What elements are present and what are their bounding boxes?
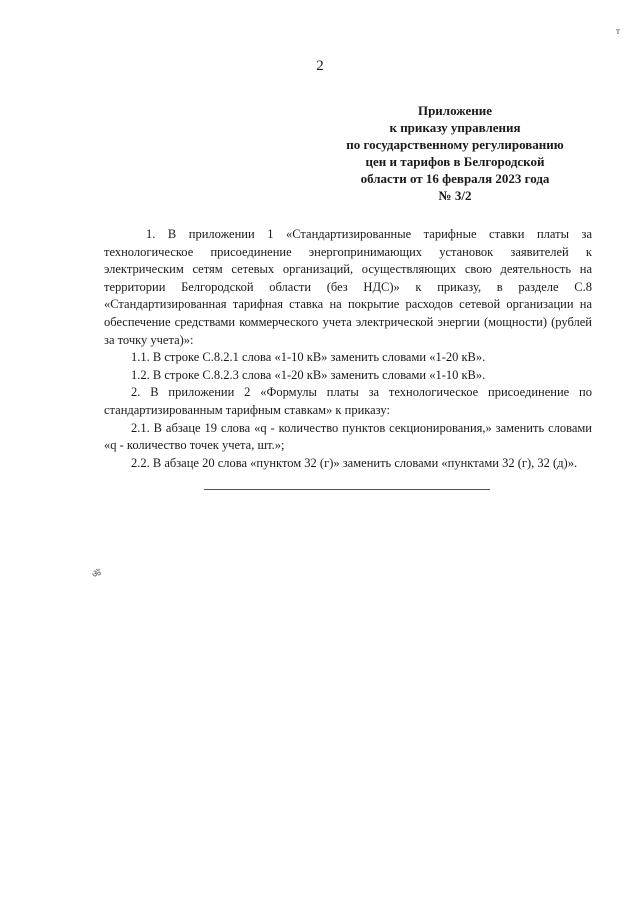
document-body — [104, 226, 592, 472]
appendix-line: к приказу управления — [389, 120, 521, 135]
paragraph-1-2: 1.2. В строке С.8.2.3 слова «1-20 кВ» заменить словами «1-10 кВ». — [131, 367, 486, 382]
appendix-number: № 3/2 — [438, 188, 472, 203]
appendix-line: по государственному регулированию — [346, 137, 564, 152]
appendix-line: цен и тарифов в Белгородской — [365, 154, 545, 169]
paragraph-1: 1. В приложении 1 «Стандартизированные тарифные ставки платы за технологическое присоединение энергопринимающих установок заявителей к электрическим сетям сетевых организаций, осуществляющих свою деятельность на территории Белгородской области (без НДС)» к приказу, в разделе С.8 «Стандартизированная тарифная ставка на покрытие расходов сетевой организации на обеспечение средствами коммерческого учета электрической энергии (мощности) (рублей за точку учета)»: — [104, 227, 592, 347]
paragraph-2-1: 2.1. В абзаце 19 слова «q - количество пунктов секционирования,» заменить словами «q - количество точек учета, шт.»; — [104, 420, 592, 453]
appendix-title: Приложение — [417, 103, 493, 118]
appendix-header — [330, 102, 580, 204]
corner-mark: т — [616, 26, 620, 36]
separator-line — [204, 489, 490, 490]
paragraph-1-1: 1.1. В строке С.8.2.1 слова «1-10 кВ» заменить словами «1-20 кВ». — [131, 350, 486, 365]
page-number: 2 — [316, 58, 324, 74]
paragraph-2-2: 2.2. В абзаце 20 слова «пунктом 32 (г)» заменить словами «пунктами 32 (г), 32 (д)». — [131, 455, 578, 470]
paragraph-2: 2. В приложении 2 «Формулы платы за технологическое присоединение по стандартизированным тарифным ставкам» к приказу: — [104, 385, 592, 417]
appendix-date: области от 16 февраля 2023 года — [360, 171, 550, 186]
scan-speck: ॐ — [92, 569, 102, 580]
